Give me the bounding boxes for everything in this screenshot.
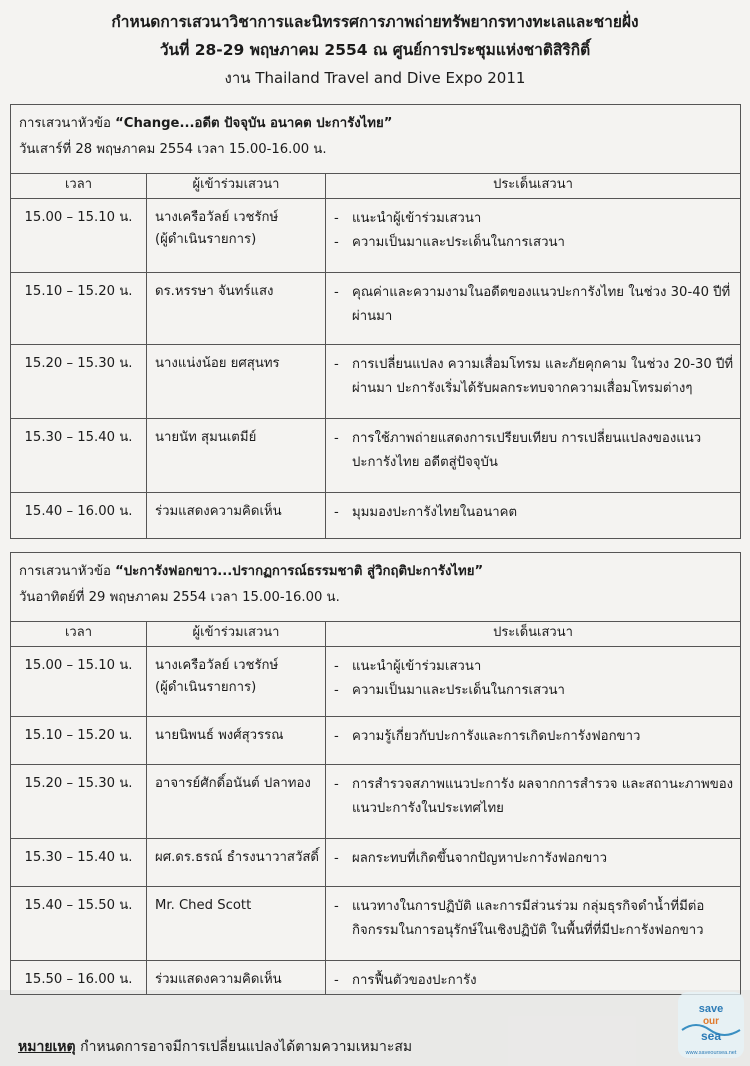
topic-cell: - ความรู้เกี่ยวกับปะการังและการเกิดปะการังฟอกขาว	[326, 717, 741, 765]
participant-cell: นายนิพนธ์ พงศ์สุวรรณ	[147, 717, 326, 765]
logo-text-save: save	[698, 1003, 724, 1015]
participant-cell: ร่วมแสดงความคิดเห็น	[147, 961, 326, 995]
participant-cell: นางเครือวัลย์ เวชรักษ์ (ผู้ดำเนินรายการ)	[147, 647, 326, 717]
footnote	[18, 1036, 412, 1058]
logo-text-our: our	[702, 1016, 720, 1027]
save-our-sea-logo-icon	[676, 990, 746, 1060]
footnote-text: กำหนดการอาจมีการเปลี่ยนแปลงได้ตามความเหมาะสม	[75, 1039, 413, 1055]
table-row	[11, 765, 741, 839]
logo-url: www.saveoursea.net	[685, 1050, 737, 1056]
table-row	[11, 493, 741, 539]
table-row	[11, 647, 741, 717]
header-line-1: กำหนดการเสวนาวิชาการและนิทรรศการภาพถ่ายทรัพยากรทางทะเลและชายฝั่ง	[111, 13, 639, 31]
table-row	[11, 839, 741, 887]
time-cell: 15.30 – 15.40 น.	[11, 419, 147, 493]
session-1-title-row	[11, 105, 741, 174]
time-cell: 15.40 – 15.50 น.	[11, 887, 147, 961]
col-header-participants: ผู้เข้าร่วมเสวนา	[147, 622, 326, 647]
header-line-2: วันที่ 28-29 พฤษภาคม 2554 ณ ศูนย์การประชุมแห่งชาติสิริกิติ์	[159, 41, 591, 59]
session-2-column-headers	[11, 622, 741, 647]
participant-cell: นายนัท สุมนเตมีย์	[147, 419, 326, 493]
time-cell: 15.10 – 15.20 น.	[11, 717, 147, 765]
participant-cell: ผศ.ดร.ธรณ์ ธำรงนาวาสวัสดิ์	[147, 839, 326, 887]
topic-cell: - ผลกระทบที่เกิดขึ้นจากปัญหาปะการังฟอกขาว	[326, 839, 741, 887]
table-row	[11, 345, 741, 419]
session-2-topic: การเสวนาหัวข้อ “ปะการังฟอกขาว...ปรากฏการณ์ธรรมชาติ สู่วิกฤติปะการังไทย”	[19, 564, 484, 579]
time-cell: 15.20 – 15.30 น.	[11, 345, 147, 419]
session-1-column-headers	[11, 174, 741, 199]
topic-cell: - แนะนำผู้เข้าร่วมเสวนา - ความเป็นมาและประเด็นในการเสวนา	[326, 199, 741, 273]
logo-text-sea: sea	[700, 1029, 722, 1043]
footnote-label: หมายเหตุ	[18, 1039, 76, 1055]
table-row	[11, 717, 741, 765]
time-cell: 15.20 – 15.30 น.	[11, 765, 147, 839]
participant-cell: ดร.หรรษา จันทร์แสง	[147, 273, 326, 345]
session-2-title-row	[11, 553, 741, 622]
topic-cell: - การใช้ภาพถ่ายแสดงการเปรียบเทียบ การเปลี่ยนแปลงของแนวปะการังไทย อดีตสู่ปัจจุบัน	[326, 419, 741, 493]
col-header-time: เวลา	[11, 622, 147, 647]
col-header-topics: ประเด็นเสวนา	[326, 622, 741, 647]
participant-cell: อาจารย์ศักดิ์อนันต์ ปลาทอง	[147, 765, 326, 839]
participant-cell: Mr. Ched Scott	[147, 887, 326, 961]
table-row	[11, 273, 741, 345]
col-header-topics: ประเด็นเสวนา	[326, 174, 741, 199]
time-cell: 15.50 – 16.00 น.	[11, 961, 147, 995]
time-cell: 15.10 – 15.20 น.	[11, 273, 147, 345]
table-row	[11, 419, 741, 493]
session-1-table	[10, 104, 741, 539]
topic-cell: - คุณค่าและความงามในอดีตของแนวปะการังไทย ในช่วง 30-40 ปีที่ผ่านมา	[326, 273, 741, 345]
session-2-table	[10, 552, 741, 995]
topic-cell: - มุมมองปะการังไทยในอนาคต	[326, 493, 741, 539]
topic-cell: - การสำรวจสภาพแนวปะการัง ผลจากการสำรวจ และสถานะภาพของแนวปะการังในประเทศไทย	[326, 765, 741, 839]
session-2-date: วันอาทิตย์ที่ 29 พฤษภาคม 2554 เวลา 15.00-16.00 น.	[19, 590, 340, 605]
table-row	[11, 887, 741, 961]
table-row	[11, 199, 741, 273]
participant-cell: นางแน่งน้อย ยศสุนทร	[147, 345, 326, 419]
session-1-topic: การเสวนาหัวข้อ “Change...อดีต ปัจจุบัน อนาคต ปะการังไทย”	[19, 116, 393, 131]
topic-cell: - แนวทางในการปฏิบัติ และการมีส่วนร่วม กลุ่มธุรกิจดำน้ำที่มีต่อกิจกรรมในการอนุรักษ์ในเชิงปฏิบัติ ในพื้นที่ที่มีปะการังฟอกขาว	[326, 887, 741, 961]
document-header	[0, 8, 750, 92]
topic-cell: - การฟื้นตัวของปะการัง	[326, 961, 741, 995]
col-header-participants: ผู้เข้าร่วมเสวนา	[147, 174, 326, 199]
time-cell: 15.00 – 15.10 น.	[11, 647, 147, 717]
session-1-date: วันเสาร์ที่ 28 พฤษภาคม 2554 เวลา 15.00-16.00 น.	[19, 142, 327, 157]
time-cell: 15.00 – 15.10 น.	[11, 199, 147, 273]
topic-cell: - การเปลี่ยนแปลง ความเสื่อมโทรม และภัยคุกคาม ในช่วง 20-30 ปีที่ผ่านมา ปะการังเริ่มได้รับผลกระทบจากความเสื่อมโทรมต่างๆ	[326, 345, 741, 419]
participant-cell: นางเครือวัลย์ เวชรักษ์ (ผู้ดำเนินรายการ)	[147, 199, 326, 273]
time-cell: 15.30 – 15.40 น.	[11, 839, 147, 887]
header-line-3: งาน Thailand Travel and Dive Expo 2011	[224, 69, 526, 87]
participant-cell: ร่วมแสดงความคิดเห็น	[147, 493, 326, 539]
time-cell: 15.40 – 16.00 น.	[11, 493, 147, 539]
topic-cell: - แนะนำผู้เข้าร่วมเสวนา - ความเป็นมาและประเด็นในการเสวนา	[326, 647, 741, 717]
col-header-time: เวลา	[11, 174, 147, 199]
